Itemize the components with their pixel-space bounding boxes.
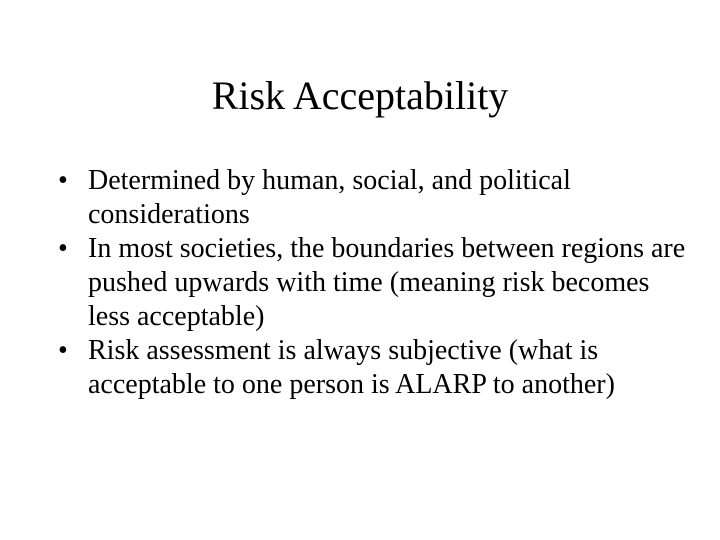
bullet-item <box>58 164 688 232</box>
bullet-item <box>58 232 688 334</box>
bullet-dot-icon: • <box>58 165 68 196</box>
slide-title: Risk Acceptability <box>211 73 509 118</box>
bullet-text: Determined by human, social, and political considerations <box>88 165 571 230</box>
bullet-item <box>58 334 688 402</box>
bullet-dot-icon: • <box>58 233 68 264</box>
bullet-list <box>58 164 688 402</box>
bullet-text: Risk assessment is always subjective (what is acceptable to one person is ALARP to another) <box>88 335 615 400</box>
bullet-dot-icon: • <box>58 335 68 366</box>
bullet-text: In most societies, the boundaries between regions are pushed upwards with time (meaning risk becomes less acceptable) <box>88 233 686 332</box>
